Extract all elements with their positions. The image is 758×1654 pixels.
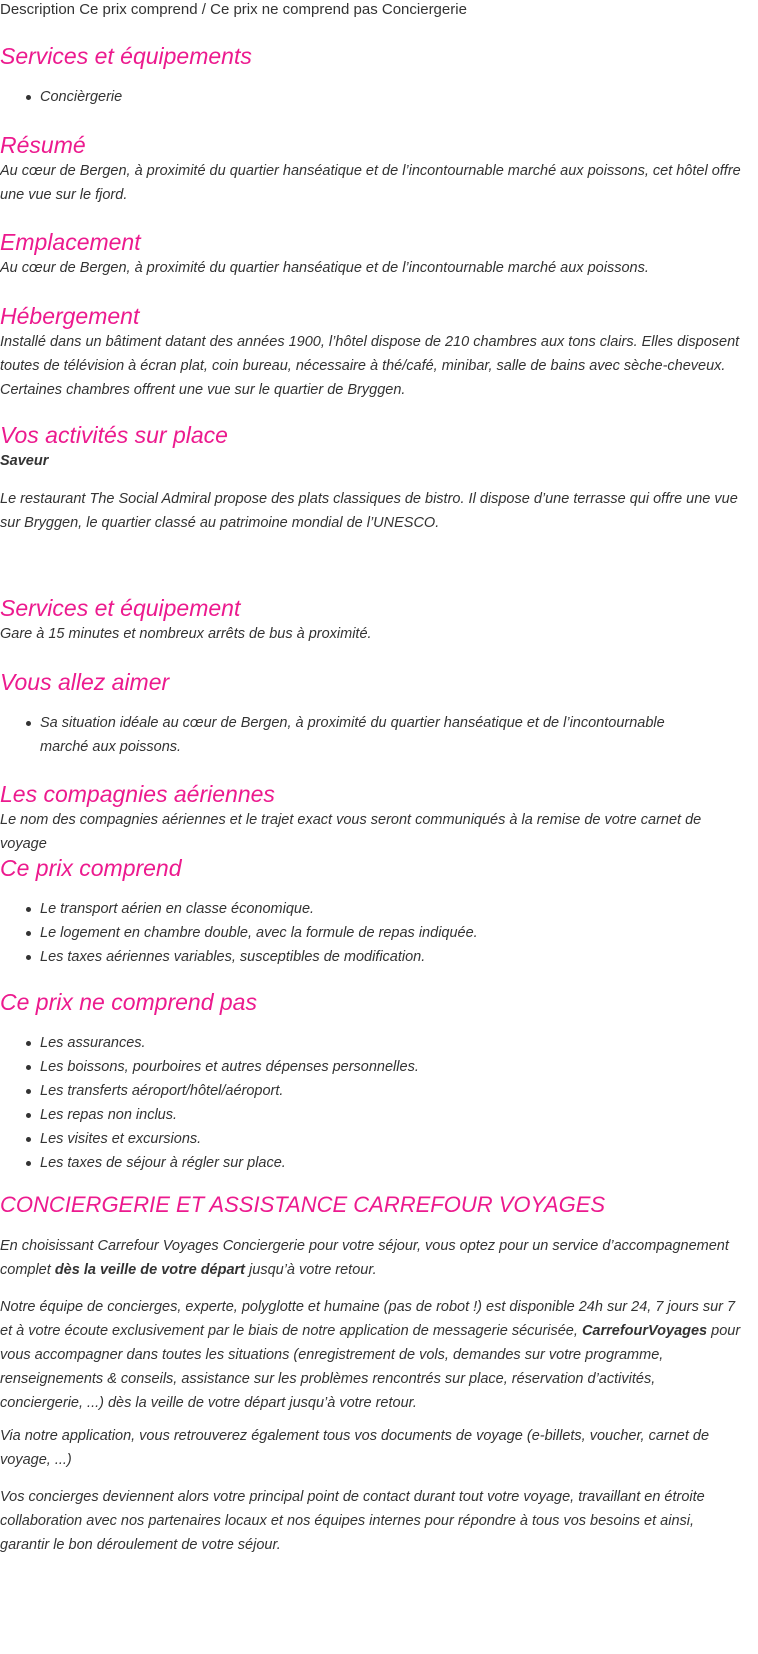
list-item: Les taxes aériennes variables, susceptibles de modification. [0, 945, 742, 969]
tab-separator: / [201, 1, 211, 18]
hebergement-text: Installé dans un bâtiment datant des années 1900, l’hôtel dispose de 210 chambres aux tons clairs. Elles disposent toutes de télévision à écran plat, coin bureau, nécessaire à thé/café, minibar, salle de bains avec sèche-cheveux. Certaines chambres offrent une vue sur le quartier de Bryggen. [0, 334, 740, 398]
comprend-list [0, 897, 742, 969]
tab-includes[interactable]: Ce prix comprend [79, 1, 198, 18]
activites-text: Le restaurant The Social Admiral propose des plats classiques de bistro. Il dispose d’une terrasse qui offre une vue sur Bryggen, le quartier classé au patrimoine mondial de l’UNESCO. [0, 491, 738, 531]
emplacement-text: Au cœur de Bergen, à proximité du quartier hanséatique et de l’incontournable marché aux poissons. [0, 260, 649, 276]
compagnies-title: Les compagnies aériennes [0, 781, 275, 807]
tab-description[interactable]: Description [0, 1, 76, 18]
list-item: Les visites et excursions. [0, 1127, 742, 1151]
conciergerie-paragraph-1: En choisissant Carrefour Voyages Conciergerie pour votre séjour, vous optez pour un service d’accompagnement complet dès la veille de votre départ jusqu’à votre retour. [0, 1238, 729, 1278]
services-equipements-list [0, 85, 742, 109]
resume-title: Résumé [0, 132, 86, 158]
list-item: Les boissons, pourboires et autres dépenses personnelles. [0, 1055, 742, 1079]
services-equipement-title: Services et équipement [0, 595, 241, 621]
tab-bar [0, 0, 467, 20]
conciergerie-paragraph-2: Notre équipe de concierges, experte, polyglotte et humaine (pas de robot !) est disponible 24h sur 24, 7 jours sur 7 et à votre écoute exclusivement par le biais de notre application de messagerie sécurisée, CarrefourVoyages pour vous accompagner dans toutes les situations (enregistrement de vols, demandes sur votre programme, renseignements & conseils, assistance sur les problèmes rencontrés sur place, réservation d’activités, conciergerie, ...) dès la veille de votre départ jusqu’à votre retour. [0, 1299, 741, 1411]
services-equipement-text: Gare à 15 minutes et nombreux arrêts de bus à proximité. [0, 626, 372, 642]
list-item: Les assurances. [0, 1031, 742, 1055]
conciergerie-title: CONCIERGERIE ET ASSISTANCE CARREFOUR VOYAGES [0, 1192, 606, 1217]
services-equipements-title: Services et équipements [0, 43, 252, 69]
aimer-list [0, 711, 742, 759]
activites-title: Vos activités sur place [0, 422, 228, 448]
conciergerie-paragraph-4: Vos concierges deviennent alors votre principal point de contact durant tout votre voyage, travaillant en étroite collaboration avec nos partenaires locaux et nos équipes internes pour répondre à tous vos besoins et ainsi, garantir le bon déroulement de votre séjour. [0, 1489, 705, 1553]
list-item: Les taxes de séjour à régler sur place. [0, 1151, 742, 1175]
ne-comprend-pas-list [0, 1031, 742, 1175]
list-item: Les repas non inclus. [0, 1103, 742, 1127]
conciergerie-paragraph-3: Via notre application, vous retrouverez également tous vos documents de voyage (e-billets, voucher, carnet de voyage, ...) [0, 1428, 710, 1468]
resume-text: Au cœur de Bergen, à proximité du quartier hanséatique et de l’incontournable marché aux poissons, cet hôtel offre une vue sur le fjord. [0, 163, 741, 203]
list-item: Le logement en chambre double, avec la formule de repas indiquée. [0, 921, 742, 945]
tab-excludes[interactable]: Ce prix ne comprend pas [210, 1, 378, 18]
compagnies-text: Le nom des compagnies aériennes et le trajet exact vous seront communiqués à la remise de votre carnet de voyage [0, 812, 702, 852]
list-item: Les transferts aéroport/hôtel/aéroport. [0, 1079, 742, 1103]
emplacement-title: Emplacement [0, 229, 141, 255]
activites-subtitle: Saveur [0, 453, 49, 469]
hebergement-title: Hébergement [0, 303, 140, 329]
comprend-title: Ce prix comprend [0, 855, 182, 881]
list-item: Concièrgerie [0, 85, 742, 109]
tab-concierge[interactable]: Conciergerie [381, 1, 467, 18]
aimer-title: Vous allez aimer [0, 669, 170, 695]
ne-comprend-pas-title: Ce prix ne comprend pas [0, 989, 257, 1015]
list-item: Sa situation idéale au cœur de Bergen, à proximité du quartier hanséatique et de l’incontournable marché aux poissons. [0, 711, 742, 759]
list-item: Le transport aérien en classe économique. [0, 897, 742, 921]
